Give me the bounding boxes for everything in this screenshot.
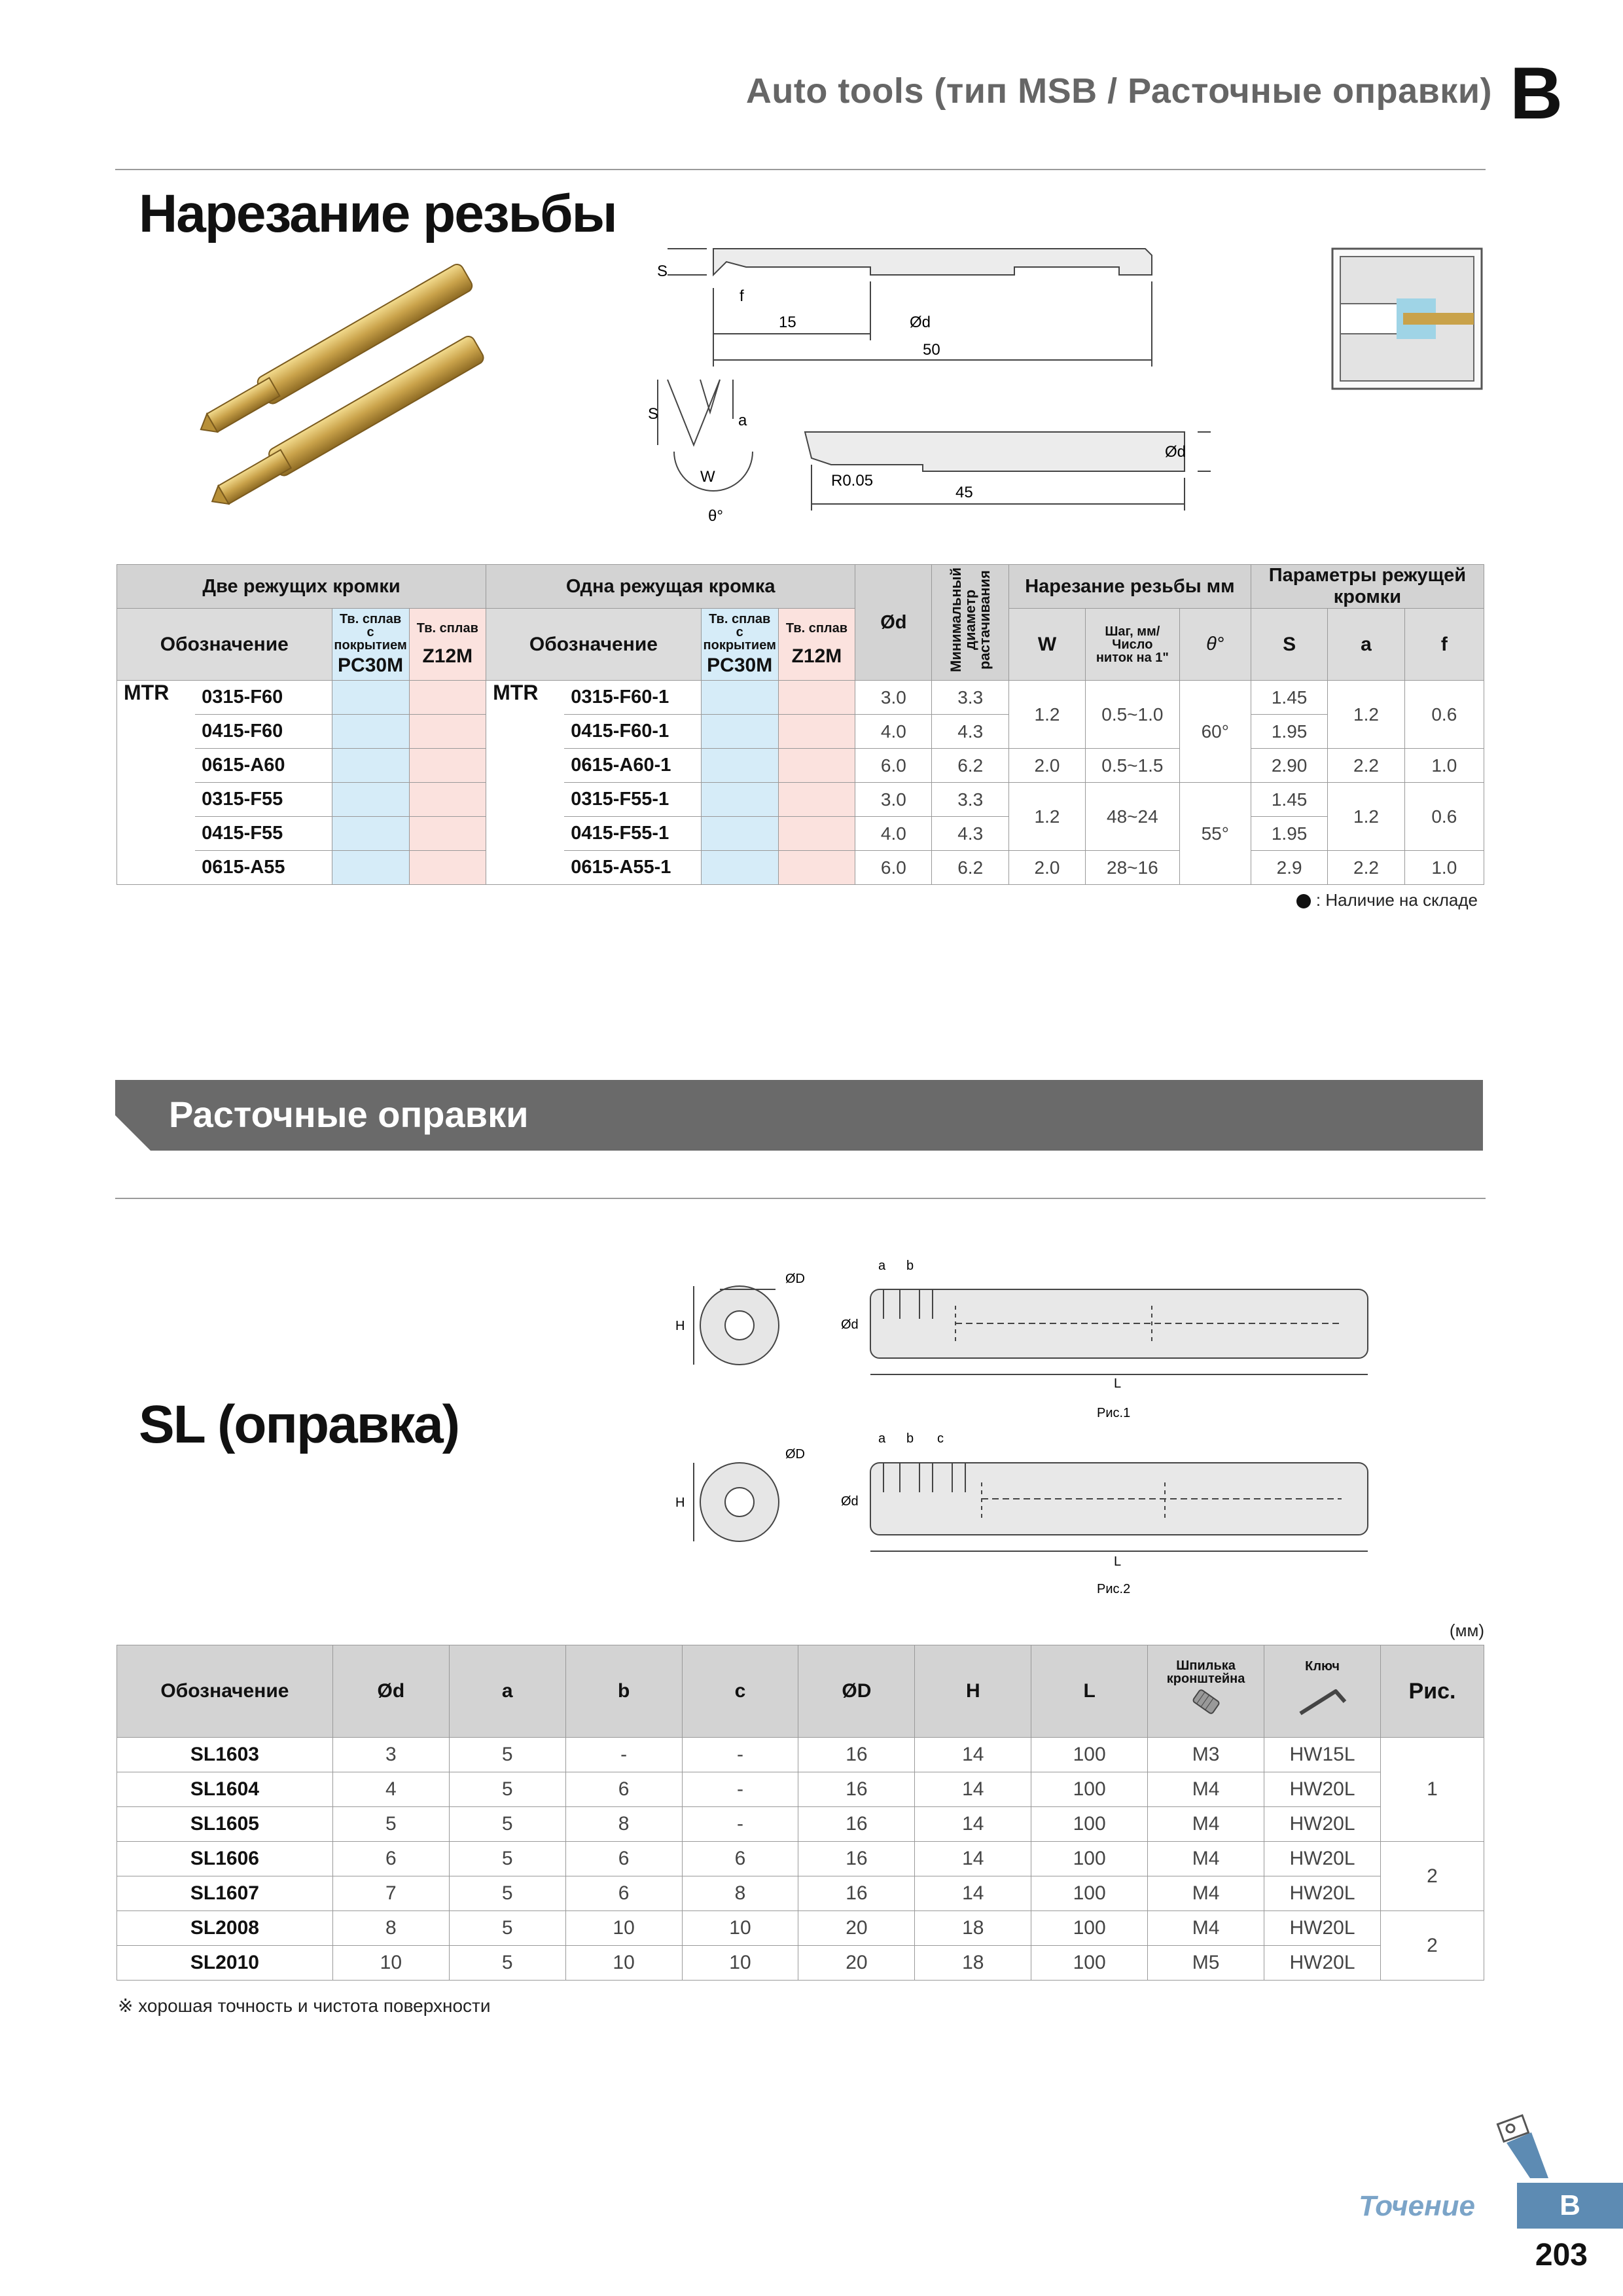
th-L: L — [1031, 1645, 1148, 1738]
th-H: H — [915, 1645, 1031, 1738]
dim-a: a — [738, 412, 747, 429]
section2-rule — [115, 1198, 1486, 1199]
th-grade-pc30m-2: Тв. сплав с покрытием PC30M — [701, 609, 778, 681]
th-a: a — [449, 1645, 565, 1738]
table-row: SL1606 6 5 6 6 16 14 100 M4 HW20L 2 — [117, 1842, 1484, 1876]
svg-text:L: L — [1114, 1554, 1122, 1569]
dim-S: S — [657, 262, 668, 280]
svg-text:c: c — [937, 1431, 944, 1446]
svg-text:H: H — [675, 1496, 685, 1510]
th-grade-z12m: Тв. сплав Z12M — [409, 609, 486, 681]
table-row: SL2008 8 5 10 10 20 18 100 M4 HW20L 2 — [117, 1911, 1484, 1946]
figure-2-drawing — [668, 1420, 1374, 1604]
designation-cell: 0315-F60 — [195, 681, 332, 715]
svg-text:L: L — [1114, 1376, 1122, 1391]
table-row: 0315-F55 0315-F55-1 3.0 3.3 1.2 48~24 55° 1.45 1.2 0.6 — [117, 783, 1484, 817]
dim-d2: Ød — [1165, 443, 1186, 461]
banner-corner — [115, 1115, 151, 1151]
dim-45: 45 — [955, 484, 973, 501]
stock-dot-icon — [1296, 894, 1311, 908]
svg-text:b: b — [906, 1431, 914, 1446]
sl-holders-table — [116, 1645, 1484, 1981]
th-min-diam: Минимальный диаметр растачивания — [932, 565, 1008, 681]
svg-text:H: H — [675, 1319, 685, 1333]
th-grade-z12m-2: Тв. сплав Z12M — [778, 609, 855, 681]
th-b: b — [565, 1645, 682, 1738]
table-row: 0415-F60 0415-F60-1 4.0 4.3 1.95 — [117, 715, 1484, 749]
header-rule — [115, 169, 1486, 170]
th-c: c — [682, 1645, 798, 1738]
th-fig: Рис. — [1381, 1645, 1484, 1738]
section-title-threading: Нарезание резьбы — [139, 184, 616, 243]
threading-tool-drawing — [648, 236, 1237, 537]
svg-text:b: b — [906, 1259, 914, 1273]
th-theta: θ° — [1179, 609, 1251, 681]
svg-text:ØD: ØD — [785, 1272, 805, 1286]
footer-tab: B — [1517, 2183, 1623, 2229]
th-key: Ключ — [1264, 1645, 1381, 1738]
figure-1-drawing — [668, 1250, 1374, 1427]
workpiece-illustration — [1331, 247, 1483, 390]
header-title: Auto tools (тип MSB / Расточные оправки) — [745, 71, 1492, 111]
svg-text:ØD: ØD — [785, 1447, 805, 1462]
th-f: f — [1404, 609, 1484, 681]
svg-text:Ød: Ød — [841, 1494, 859, 1509]
threading-tools-table — [116, 564, 1484, 885]
table-row: SL1607 7 5 6 8 16 14 100 M4 HW20L — [117, 1876, 1484, 1911]
table-row: SL1605 5 5 8 - 16 14 100 M4 HW20L — [117, 1807, 1484, 1842]
footer-label: Точение — [1359, 2190, 1475, 2222]
fig-group-cell: 2 — [1381, 1911, 1484, 1981]
dim-theta: θ° — [708, 507, 723, 525]
section-title-sl: SL (оправка) — [139, 1395, 459, 1454]
turning-icon — [1480, 2106, 1559, 2178]
th-thread-group: Нарезание резьбы мм — [1008, 565, 1251, 609]
dim-W: W — [700, 468, 715, 486]
table-row: 0615-A60 0615-A60-1 6.0 6.2 2.0 0.5~1.5 2.90 2.2 1.0 — [117, 749, 1484, 783]
dim-50: 50 — [923, 341, 940, 359]
screw-icon — [1186, 1685, 1226, 1718]
threading-tool-image — [183, 262, 524, 524]
designation-cell: 0315-F60-1 — [564, 681, 701, 715]
th-D: ØD — [798, 1645, 915, 1738]
th-designation-two: Обозначение — [117, 609, 332, 681]
th-W: W — [1008, 609, 1085, 681]
th-a: a — [1328, 609, 1404, 681]
svg-text:Ød: Ød — [841, 1318, 859, 1332]
unit-label: (мм) — [1449, 1621, 1484, 1640]
dim-15: 15 — [779, 314, 796, 331]
th-two-edges: Две режущих кромки — [117, 565, 486, 609]
table-row: MTR 0315-F60 MTR 0315-F60-1 3.0 3.3 1.2 0.5~1.0 60° 1.45 1.2 0.6 — [117, 681, 1484, 715]
table-row: 0615-A55 0615-A55-1 6.0 6.2 2.0 28~16 2.9 2.2 1.0 — [117, 851, 1484, 885]
dim-S2: S — [648, 405, 659, 423]
dim-d: Ød — [910, 314, 931, 331]
svg-text:a: a — [878, 1259, 886, 1273]
th-one-edge: Одна режущая кромка — [486, 565, 855, 609]
th-designation: Обозначение — [117, 1645, 333, 1738]
table-row: SL1604 4 5 6 - 16 14 100 M4 HW20L — [117, 1772, 1484, 1807]
banner-title: Расточные оправки — [169, 1094, 529, 1135]
th-designation-one: Обозначение — [486, 609, 702, 681]
dim-R: R0.05 — [831, 472, 874, 490]
fig1-caption: Рис.1 — [1097, 1406, 1131, 1420]
footnote: ※ хорошая точность и чистота поверхности — [118, 1996, 491, 2016]
series-mtr-one: MTR — [486, 681, 565, 885]
table-row: SL2010 10 5 10 10 20 18 100 M5 HW20L — [117, 1946, 1484, 1981]
th-pitch: Шаг, мм/ Число ниток на 1" — [1086, 609, 1179, 681]
th-d: Ød — [855, 565, 932, 681]
th-grade-pc30m: Тв. сплав с покрытием PC30M — [332, 609, 409, 681]
hex-key-icon — [1296, 1685, 1349, 1717]
svg-text:a: a — [878, 1431, 886, 1446]
th-d: Ød — [332, 1645, 449, 1738]
table-row: SL1603 3 5 - - 16 14 100 M3 HW15L 1 — [117, 1738, 1484, 1772]
series-mtr-two: MTR — [117, 681, 196, 885]
th-S: S — [1251, 609, 1327, 681]
th-screw: Шпилька кронштейна — [1148, 1645, 1264, 1738]
page-number: 203 — [1535, 2238, 1588, 2272]
stock-note: : Наличие на складе — [1296, 890, 1478, 910]
dim-f: f — [740, 287, 744, 305]
th-edge-params: Параметры режущей кромки — [1251, 565, 1484, 609]
table-row: 0415-F55 0415-F55-1 4.0 4.3 1.95 — [117, 817, 1484, 851]
fig-group-cell: 2 — [1381, 1842, 1484, 1911]
fig2-caption: Рис.2 — [1097, 1582, 1131, 1596]
section-letter: B — [1510, 52, 1563, 134]
fig-group-cell: 1 — [1381, 1738, 1484, 1842]
